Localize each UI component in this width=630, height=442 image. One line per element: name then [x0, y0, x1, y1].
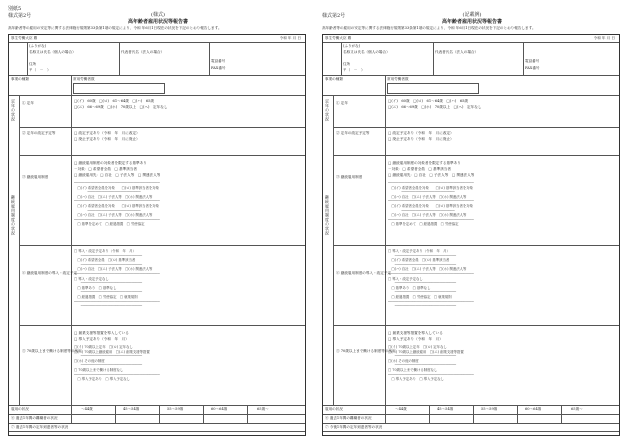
workers-count-box [73, 83, 165, 94]
col-header: 〜44歳 [81, 407, 93, 411]
rep-label: 代表者氏名（法人の場合） [121, 50, 165, 54]
mandatory-section-title: 定年の状況 [325, 99, 330, 122]
body-line: □ 創業支援等措置を導入している [74, 331, 129, 335]
form-title: 高年齢者雇用状況等報告書 [441, 19, 502, 25]
col-header: 45〜54歳 [437, 407, 454, 411]
intro-text: 高年齢者等の雇用の安定等に関する法律施行規則第33条第1項の規定により、令和 年6月1日現在の状況を下記のとおり報告します。 [8, 26, 222, 30]
body-line: □ 継続雇用先：□ 自社 □ 子法人等 □ 関連法人等 [74, 173, 161, 177]
item-continuation-plan: ④ 継続雇用制度の導入・改定予定 [336, 271, 392, 275]
body-line: □ 改定予定あり（令和 年 月に改定） [74, 131, 140, 135]
addressee: 厚生労働大臣 殿 [325, 36, 352, 40]
furigana-label: (ふりがな) [29, 44, 47, 48]
body-line: □ 創業支援等措置を導入している [388, 331, 443, 335]
item-age70: ⑤ 70歳以上まで働ける制度等の状況 [22, 349, 82, 353]
postal-label: 〒（ － ） [29, 68, 51, 72]
rep-label: 代表者氏名（法人の場合） [435, 50, 479, 54]
fax-label: FAX番号 [211, 66, 226, 70]
row1-label: ⑥ 過去1年間の離職者の状況 [11, 416, 58, 420]
intro-text: 高年齢者等の雇用の安定等に関する法律施行規則第33条第1項の規定により、令和 年6月1日現在の状況を下記のとおり報告します。 [322, 26, 536, 30]
employment-section-title: 雇用の状況 [325, 407, 343, 411]
address-label: 住所 [29, 62, 37, 66]
item-age70: ⑤ 70歳以上まで働ける制度等の状況 [336, 349, 396, 353]
body-line: －対象：□ 希望者全員 □ 基準該当者 [388, 167, 451, 171]
body-line: □ 継続雇用先：□ 自社 □ 子法人等 □ 関連法人等 [388, 173, 475, 177]
row1-label: ⑥ 過去1年間の離職者の状況 [325, 416, 372, 420]
phone-label: 電話番号 [525, 59, 540, 63]
paren-label: (記載例) [462, 12, 482, 18]
col-header: 〜44歳 [395, 407, 407, 411]
body-line: □ 改定予定あり（令和 年 月に改定） [388, 131, 454, 135]
form-title: 高年齢者雇用状況等報告書 [127, 19, 188, 25]
fax-label: FAX番号 [525, 66, 540, 70]
addressee: 厚生労働大臣 殿 [11, 36, 38, 40]
col-header: 55〜59歳 [167, 407, 184, 411]
col-header: 65歳〜 [257, 407, 269, 411]
paren-label: (様式) [151, 12, 165, 18]
name-label: 名称又は氏名（個人の場合） [29, 50, 76, 54]
workers-label: 常用労働者数 [387, 77, 409, 81]
col-header: 65歳〜 [571, 407, 583, 411]
body-line: □ 導入予定あり（令和 年 月） [388, 337, 443, 341]
furigana-label: (ふりがな) [343, 44, 361, 48]
body-line: □ 導入予定あり（令和 年 月） [74, 337, 129, 341]
body-line: □(イ) 60歳 □(ロ) 61〜64歳 □(ハ) 65歳 [74, 99, 155, 103]
continuation-section-title: 継続雇用制度の状況 [325, 195, 330, 236]
form-frame: 厚生労働大臣 殿 令和 年 月 日 (ふりがな) 名称又は氏名（個人の場合） 住所 〒（ － ） 代表者氏名（法人の場合） 電話番号 FAX番号 事業の種類 常用労働者数 定年の状況 継続雇用制度の状況 ① 定年 ② 定年の改定予定等 ③ 継続雇用制度 ④ 継続雇用制度の導入・改定予定 ⑤ 70歳以上まで働ける制度等の状況 □(イ) 60歳 □(ロ) 61〜64歳 □(ハ) 65歳 □(ニ) 66〜69歳 □(ホ) 70歳以上 □(ヘ) 定年なし □ 改定予定あり（令和 年 月に改定） □ 廃止予定あり（令和 年 月に廃止） □ 継続雇用制度の対象者を限定する基準あり －対象：□ 希望者全員 □ 基準該当者 □ 継続雇用先：□ 自社 □ 子法人等 □ 関連法人等 □ 創業支援等措置を導入している □ 導入予定あり（令和 年 月） ────────────────────────────────────────── □(イ) 希望者全員を対象 □(ロ) 基準該当者を対象 ────────────────────────── □(ハ) 自社 □(ニ) 子法人等 □(ホ) 関連法人等 ────────────────────────────────────────── □(イ) 希望者全員を対象 □(ロ) 基準該当者を対象 ────────────────────────── □(ハ) 自社 □(ニ) 子法人等 □(ホ) 関連法人等 ────────────────────────────────────────── □ 基準を定めて □ 経過措置 □ 労使協定 □ 導入・改定予定あり（令和 年 月） ────────────────────────────── □(イ) 希望者全員 □(ロ) 基準該当者 ────────────────────────────── □(ハ) 自社 □(ニ) 子法人等 □(ホ) 関連法人等 ────────────────────────────────────────── □ 導入・改定予定なし ────────────────────────────── □ 基準あり □ 基準なし ────────────────────────────── □ 経過措置 □ 労使協定 □ 就業規則 ────────────────────────────────────────── ────────────────────────────── □(イ) 70歳以上定年 □(ロ) 定年なし □(ハ) 70歳以上継続雇用 □(ニ) 創業支援等措置 ────────────────────────────── □(ホ) その他の制度 ────────────────────────────── □ 70歳以上まで働ける制度なし ────────────────────────────────────────── □ 導入予定あり □ 導入予定なし 雇用の状況 〜44歳 45〜54歳 55〜59歳 60〜64歳 65歳〜 ⑥ 過去1年間の離職者の状況 ⑦ 今後1年間の定年到達者等の状況 [322, 34, 620, 436]
item-retirement-change: ② 定年の改定予定等 [22, 131, 56, 135]
body-line: □ 継続雇用制度の対象者を限定する基準あり [388, 161, 461, 165]
body-line: □(イ) 60歳 □(ロ) 61〜64歳 □(ハ) 65歳 [388, 99, 469, 103]
body-line: □(ニ) 66〜69歳 □(ホ) 70歳以上 □(ヘ) 定年なし [74, 105, 168, 109]
employment-section-title: 雇用の状況 [11, 407, 29, 411]
mandatory-section-title: 定年の状況 [11, 99, 16, 122]
row2-label: ⑦ 過去1年間の定年到達者等の状況 [11, 425, 69, 429]
name-label: 名称又は氏名（個人の場合） [343, 50, 390, 54]
item-retirement: ① 定年 [22, 101, 34, 105]
item-retirement-change: ② 定年の改定予定等 [336, 131, 370, 135]
workers-label: 常用労働者数 [73, 77, 95, 81]
body-line: □(ニ) 66〜69歳 □(ホ) 70歳以上 □(ヘ) 定年なし [388, 105, 482, 109]
workers-count-box [387, 83, 479, 94]
item-continuation: ③ 継続雇用制度 [22, 175, 49, 179]
col-header: 60〜64歳 [525, 407, 542, 411]
postal-label: 〒（ － ） [343, 68, 365, 72]
body-line: □ 継続雇用制度の対象者を限定する基準あり [74, 161, 147, 165]
continuation-section-title: 継続雇用制度の状況 [11, 195, 16, 236]
side-tag: 別紙5 [8, 6, 22, 12]
business-label: 事業の種類 [11, 77, 29, 81]
item-continuation: ③ 継続雇用制度 [336, 175, 363, 179]
row2-label: ⑦ 今後1年間の定年到達者等の状況 [325, 425, 383, 429]
item-retirement: ① 定年 [336, 101, 348, 105]
body-line: －対象：□ 希望者全員 □ 基準該当者 [74, 167, 137, 171]
report-date: 令和 年 月 日 [279, 36, 301, 40]
report-date: 令和 年 月 日 [593, 36, 615, 40]
business-label: 事業の種類 [325, 77, 343, 81]
form-page-left [8, 6, 308, 438]
body-line: □ 廃止予定あり（令和 年 月に廃止） [74, 137, 140, 141]
phone-label: 電話番号 [211, 59, 226, 63]
col-header: 55〜59歳 [481, 407, 498, 411]
body-line: □ 廃止予定あり（令和 年 月に廃止） [388, 137, 454, 141]
col-header: 60〜64歳 [211, 407, 228, 411]
form-page-right [322, 6, 622, 438]
item-continuation-plan: ④ 継続雇用制度の導入・改定予定 [22, 271, 78, 275]
address-label: 住所 [343, 62, 351, 66]
form-frame: 厚生労働大臣 殿 令和 年 月 日 (ふりがな) 名称又は氏名（個人の場合） 住所 〒（ － ） 代表者氏名（法人の場合） 電話番号 FAX番号 事業の種類 常用労働者数 定年の状況 継続雇用制度の状況 ① 定年 ② 定年の改定予定等 ③ 継続雇用制度 ④ 継続雇用制度の導入・改定予定 ⑤ 70歳以上まで働ける制度等の状況 □(イ) 60歳 □(ロ) 61〜64歳 □(ハ) 65歳 □(ニ) 66〜69歳 □(ホ) 70歳以上 □(ヘ) 定年なし □ 改定予定あり（令和 年 月に改定） □ 廃止予定あり（令和 年 月に廃止） □ 継続雇用制度の対象者を限定する基準あり －対象：□ 希望者全員 □ 基準該当者 □ 継続雇用先：□ 自社 □ 子法人等 □ 関連法人等 □ 創業支援等措置を導入している □ 導入予定あり（令和 年 月） ────────────────────────────────────────── □(イ) 希望者全員を対象 □(ロ) 基準該当者を対象 ────────────────────────── □(ハ) 自社 □(ニ) 子法人等 □(ホ) 関連法人等 ────────────────────────────────────────── □(イ) 希望者全員を対象 □(ロ) 基準該当者を対象 ────────────────────────── □(ハ) 自社 □(ニ) 子法人等 □(ホ) 関連法人等 ────────────────────────────────────────── □ 基準を定めて □ 経過措置 □ 労使協定 □ 導入・改定予定あり（令和 年 月） ────────────────────────────── □(イ) 希望者全員 □(ロ) 基準該当者 ────────────────────────────── □(ハ) 自社 □(ニ) 子法人等 □(ホ) 関連法人等 ────────────────────────────────────────── □ 導入・改定予定なし ────────────────────────────── □ 基準あり □ 基準なし ────────────────────────────── □ 経過措置 □ 労使協定 □ 就業規則 ────────────────────────────────────────── ────────────────────────────── □(イ) 70歳以上定年 □(ロ) 定年なし □(ハ) 70歳以上継続雇用 □(ニ) 創業支援等措置 ────────────────────────────── □(ホ) その他の制度 ────────────────────────────── □ 70歳以上まで働ける制度なし ────────────────────────────────────────── □ 導入予定あり □ 導入予定なし 雇用の状況 〜44歳 45〜54歳 55〜59歳 60〜64歳 65歳〜 ⑥ 過去1年間の離職者の状況 ⑦ 過去1年間の定年到達者等の状況 [8, 34, 306, 436]
form-tag: 様式第2号 [8, 13, 32, 19]
form-tag: 様式第2号 [322, 13, 346, 19]
col-header: 45〜54歳 [123, 407, 140, 411]
